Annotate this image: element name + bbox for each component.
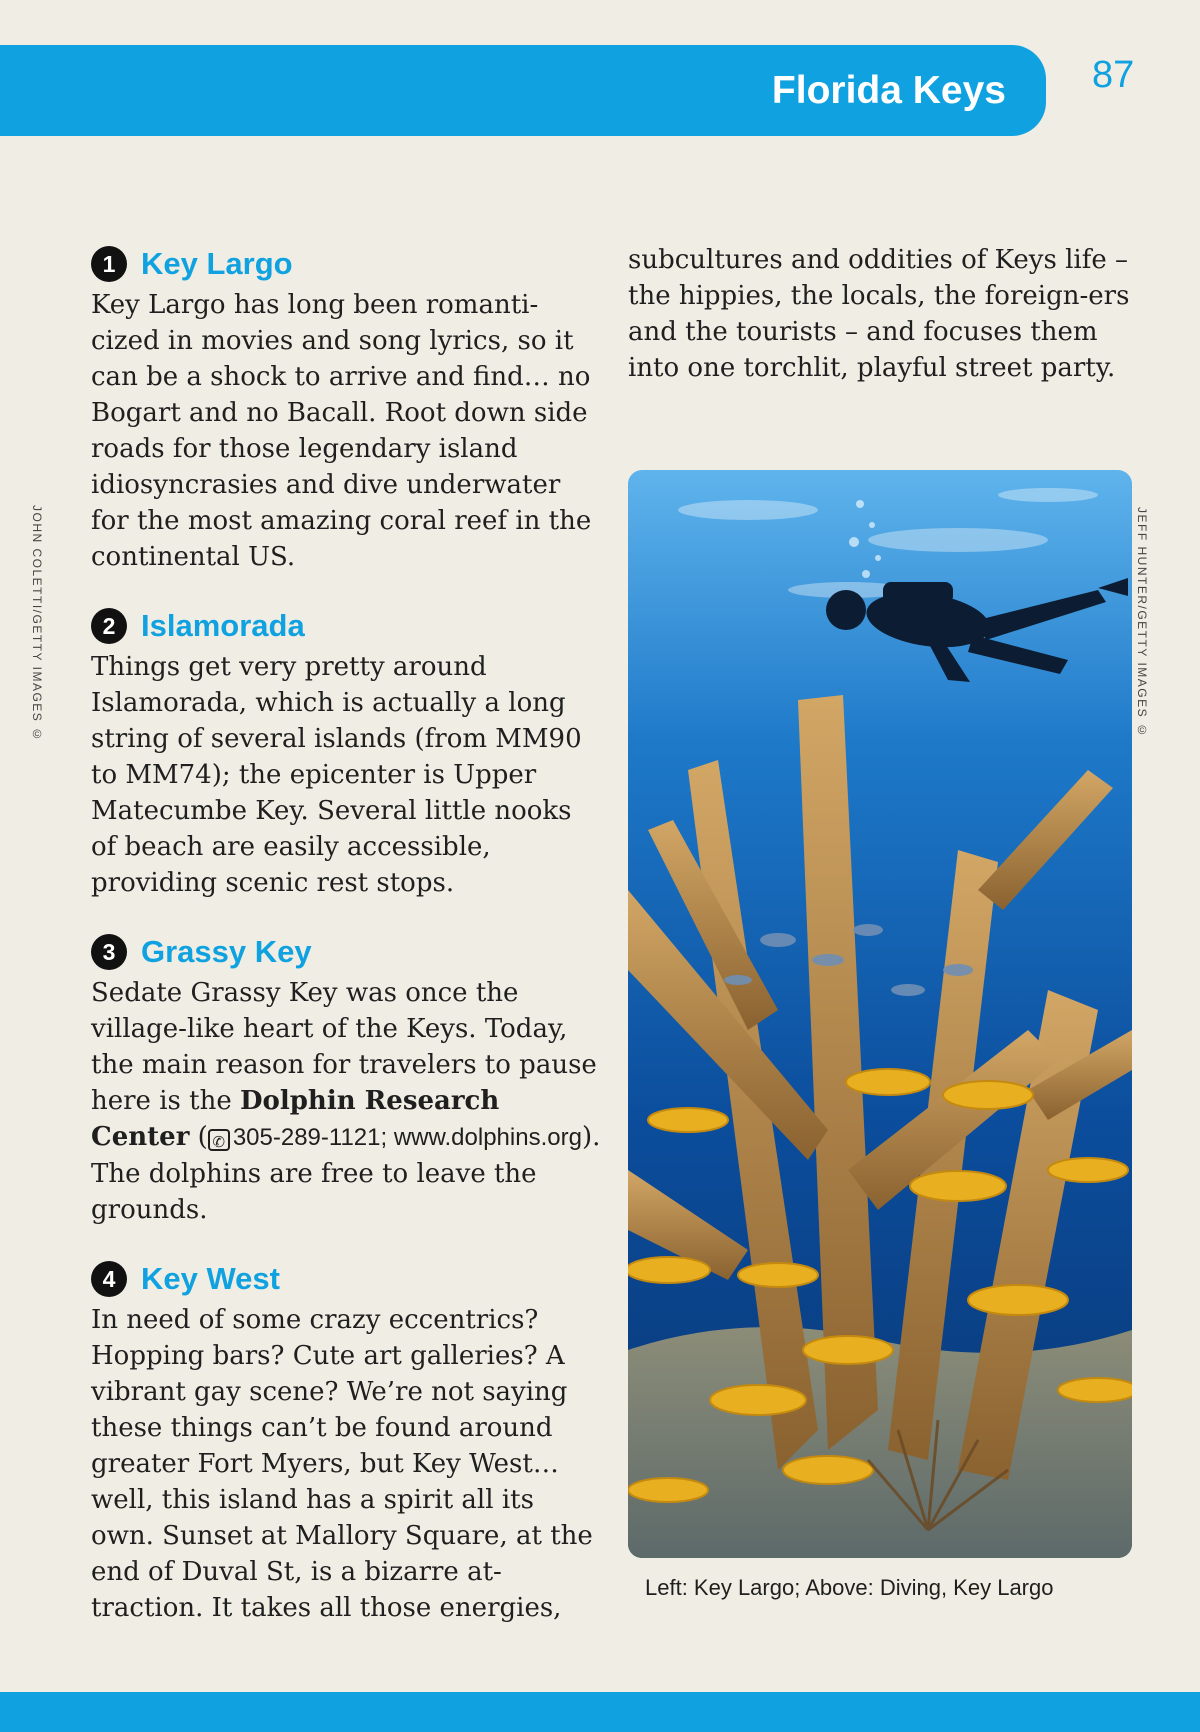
- paren-open: (: [189, 1122, 208, 1152]
- section-heading: [91, 1258, 601, 1300]
- photo-credit-right: JEFF HUNTER/GETTY IMAGES ©: [1135, 507, 1149, 739]
- footer-bar: [0, 1692, 1200, 1732]
- left-column: [91, 243, 601, 1656]
- number-badge: 4: [91, 1261, 127, 1297]
- page-number: 87: [1092, 54, 1135, 96]
- section-heading: [91, 243, 601, 285]
- section-key-largo: [91, 243, 601, 575]
- continued-text: subcultures and oddities of Keys life – the hippies, the locals, the foreign-ers and the tourists – and focuses them into one torchlit, playful street party.: [628, 245, 1130, 383]
- section-title: Key West: [141, 1261, 280, 1296]
- phone-icon: ✆: [208, 1129, 230, 1151]
- number-badge: 1: [91, 246, 127, 282]
- section-key-west: [91, 1258, 601, 1626]
- section-text-intro: Sedate Grassy Key was once the village-like heart of the Keys. Today, the main reason for travelers to pause here is the: [91, 978, 597, 1116]
- section-title: Key Largo: [141, 246, 293, 281]
- section-text: Key Largo has long been romanti-cized in movies and song lyrics, so it can be a shock to arrive and find… no Bogart and no Bacall. Root down side roads for those legendary island idiosyncrasies and dive underwater for the most amazing coral reef in the continental US.: [91, 290, 592, 572]
- dolphin-research-center-name: Dolphin Research Center: [91, 1086, 500, 1152]
- section-islamorada: [91, 605, 601, 901]
- section-grassy-key: [91, 931, 601, 1228]
- number-badge: 2: [91, 608, 127, 644]
- section-text: [91, 975, 601, 1228]
- section-title: Grassy Key: [141, 934, 312, 969]
- photo-caption: Left: Key Largo; Above: Diving, Key Largo: [645, 1575, 1054, 1600]
- contact-info[interactable]: 305-289-1121; www.dolphins.org: [232, 1124, 582, 1151]
- section-heading: [91, 605, 601, 647]
- number-badge: 3: [91, 934, 127, 970]
- photo-credit-left: JOHN COLETTI/GETTY IMAGES ©: [30, 505, 44, 743]
- section-text: In need of some crazy eccentrics? Hopping bars? Cute art galleries? A vibrant gay scene? We’re not saying these things can’t be found around greater Fort Myers, but Key West… well, this island has a spirit all its own. Sunset at Mallory Square, at the end of Duval St, is a bizarre at-traction. It takes all those energies,: [91, 1305, 593, 1623]
- section-heading: [91, 931, 601, 973]
- section-title: Islamorada: [141, 608, 305, 643]
- section-text: Things get very pretty around Islamorada, which is actually a long string of several islands (from MM90 to MM74); the epicenter is Upper Matecumbe Key. Several little nooks of beach are easily accessible, providing scenic rest stops.: [91, 652, 582, 898]
- section-text-outro: ). The dolphins are free to leave the grounds.: [91, 1122, 601, 1225]
- chapter-title: Florida Keys: [771, 69, 1006, 112]
- diving-coral-reef-photo: [628, 470, 1132, 1558]
- right-column: [628, 242, 1133, 386]
- header-bar: [0, 45, 1046, 136]
